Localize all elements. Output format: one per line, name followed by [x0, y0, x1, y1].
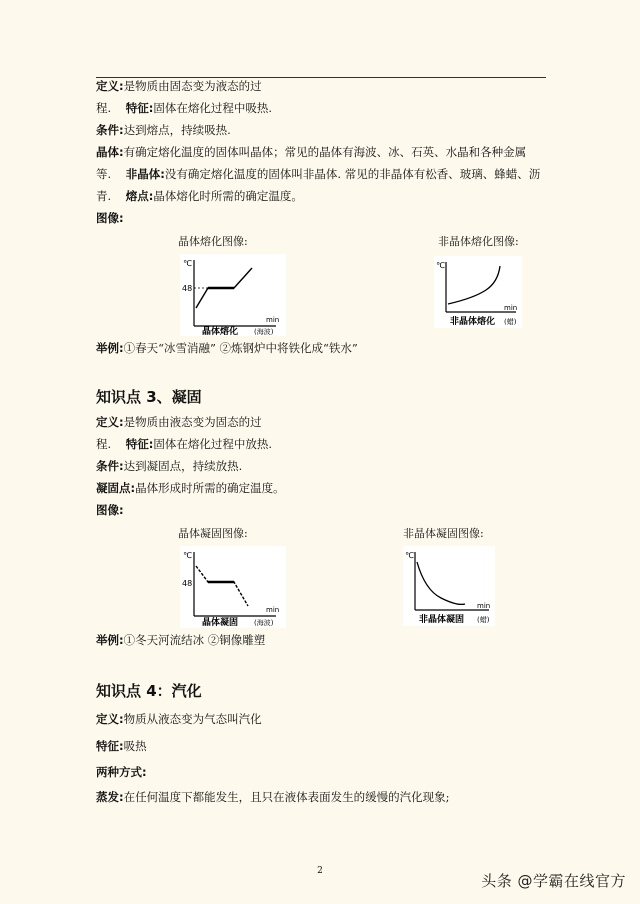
x-axis-unit: min	[504, 304, 518, 312]
x-axis-unit: min	[266, 606, 280, 614]
solidify-example: 举例:①冬天河流结冰 ②铜像雕塑	[96, 633, 266, 647]
solidify-graph1-caption: 晶体凝固图像:	[178, 527, 248, 540]
graph-title: 非晶体熔化	[450, 317, 496, 327]
x-axis-unit: min	[266, 316, 280, 324]
evaporation: 蒸发:在任何温度下都能发生，且只在液体表面发生的缓慢的汽化现象;	[96, 790, 450, 804]
freezing-point: 凝固点:晶体形成时所需的确定温度。	[96, 481, 285, 495]
y-axis-label: ℃	[405, 551, 414, 560]
vaporize-feature: 特征:吸热	[96, 739, 147, 753]
melting-noncrystal: 等. 非晶体:没有确定熔化温度的固体叫非晶体. 常见的非晶体有松香、玻璃、蜂蜡、沥	[96, 167, 541, 181]
watermark: 头条 @学霸在线官方	[481, 872, 626, 890]
melting-crystal: 晶体:有确定熔化温度的固体叫晶体；常见的晶体有海波、冰、石英、水晶和各种金属	[96, 145, 527, 159]
melting-point: 青. 熔点:晶体熔化时所需的确定温度。	[96, 189, 303, 203]
solidify-curve	[196, 566, 248, 606]
noncrystal-melting-graph	[434, 256, 522, 328]
melting-feature: 程. 特征:固体在熔化过程中吸热.	[96, 101, 273, 115]
melting-image-label: 图像:	[96, 211, 124, 225]
solidify-image-label: 图像:	[96, 503, 124, 517]
y-tick-label: 48	[182, 579, 193, 588]
solidify-curve	[417, 562, 465, 604]
melting-graph2-caption: 非晶体熔化图像:	[438, 235, 519, 248]
melting-graph1-caption: 晶体熔化图像:	[178, 235, 248, 248]
y-axis-label: ℃	[183, 551, 192, 560]
y-axis-label: ℃	[436, 261, 445, 270]
solidify-definition: 定义:是物质由液态变为固态的过	[96, 415, 262, 429]
melting-curve	[448, 266, 500, 304]
y-tick-label: 48	[182, 284, 193, 293]
melting-definition: 定义:是物质由固态变为液态的过	[96, 79, 262, 93]
x-axis-unit: min	[477, 602, 491, 610]
graph-note: (海波)	[254, 619, 274, 627]
vaporize-definition: 定义:物质从液态变为气态叫汽化	[96, 712, 262, 726]
graph-title: 晶体熔化	[202, 327, 239, 336]
melting-example: 举例:①春天“冰雪消融” ②炼钢炉中将铁化成“铁水”	[96, 341, 358, 355]
noncrystal-solidify-graph	[403, 546, 495, 626]
graph-title: 非晶体凝固	[419, 615, 465, 625]
solidify-feature: 程. 特征:固体在熔化过程中放热.	[96, 437, 273, 451]
page-number: 2	[317, 866, 323, 876]
graph-title: 晶体凝固	[202, 618, 239, 628]
vaporize-heading: 知识点 4：汽化	[96, 682, 202, 700]
solidify-graph2-caption: 非晶体凝固图像:	[403, 527, 484, 540]
melting-condition: 条件:达到熔点，持续吸热.	[96, 123, 231, 137]
vaporize-ways: 两种方式:	[96, 765, 147, 779]
crystal-melting-graph	[180, 254, 286, 336]
graph-note: (蜡)	[477, 616, 490, 624]
graph-note: (海波)	[254, 328, 274, 336]
y-axis-label: ℃	[183, 259, 192, 268]
crystal-solidify-graph	[180, 546, 286, 628]
graph-note: (蜡)	[504, 318, 517, 326]
solidify-heading: 知识点 3、凝固	[96, 388, 202, 406]
solidify-condition: 条件:达到凝固点，持续放热.	[96, 459, 243, 473]
